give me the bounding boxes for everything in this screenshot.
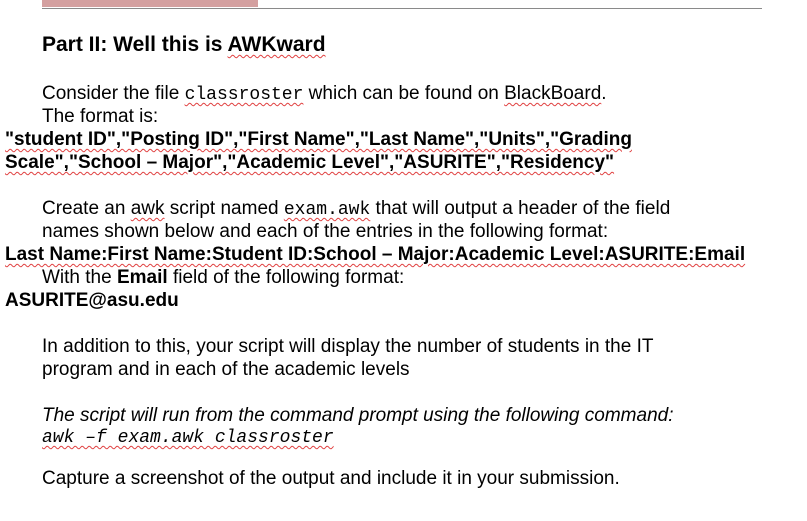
command-intro: The script will run from the command prompt using the following command: <box>42 405 674 426</box>
section-title-prefix: Part II: Well this is <box>42 33 228 56</box>
format-line-2: Scale","School – Major","Academic Level","ASURITE","Residency" <box>5 152 615 173</box>
email-format-line: ASURITE@asu.edu <box>5 290 179 311</box>
format-label: The format is: <box>42 106 159 127</box>
intro-paragraph <box>42 82 607 107</box>
filename-classroster: classroster <box>184 85 304 105</box>
task-text-after: that will output a header of the field <box>370 198 671 219</box>
email-note-bold: Email <box>116 267 168 288</box>
header-rule <box>42 0 762 9</box>
awk-word: awk <box>130 198 165 219</box>
intro-text-after: . <box>601 83 607 104</box>
email-note <box>42 266 404 289</box>
intro-text-middle: which can be found on <box>303 83 505 104</box>
task-line-2: names shown below and each of the entries in the following format: <box>42 221 609 242</box>
task-text-middle: script named <box>164 198 284 219</box>
addition-line-2: program and in each of the academic levels <box>42 359 410 380</box>
section-title-word: AWKward <box>227 33 326 56</box>
intro-text-before: Consider the file <box>42 83 185 104</box>
blackboard-reference: BlackBoard <box>504 83 602 104</box>
format-line-1: "student ID","Posting ID","First Name","Last Name","Units","Grading <box>5 129 632 150</box>
header-accent-bar <box>42 0 258 7</box>
capture-note: Capture a screenshot of the output and include it in your submission. <box>42 468 620 489</box>
addition-line-1: In addition to this, your script will display the number of students in the IT <box>42 336 654 357</box>
output-format-line: Last Name:First Name:Student ID:School – Major:Academic Level:ASURITE:Email <box>5 244 746 265</box>
email-note-before: With the <box>42 267 117 288</box>
section-title <box>42 33 326 56</box>
task-line-1 <box>42 197 670 222</box>
command-line: awk –f exam.awk classroster <box>42 428 334 448</box>
filename-exam-awk: exam.awk <box>283 200 371 220</box>
task-text-before: Create an <box>42 198 131 219</box>
email-note-after: field of the following format: <box>167 267 405 288</box>
